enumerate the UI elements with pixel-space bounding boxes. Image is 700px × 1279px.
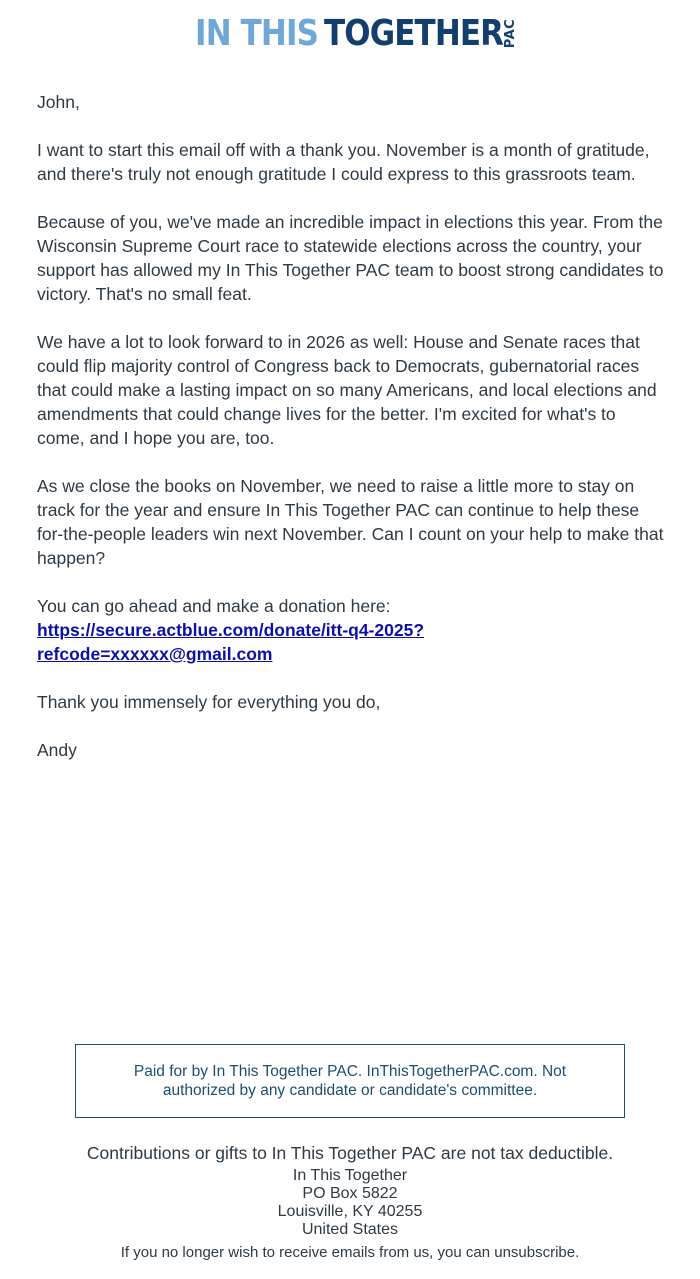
disclaimer-text: Paid for by In This Together PAC. InThisTogetherPAC.com. Not authorized by any candidate or candidate's committee. bbox=[133, 1063, 567, 1099]
donate-paragraph bbox=[37, 594, 667, 666]
logo-text-pac: PAC bbox=[503, 18, 519, 48]
address-line-1: In This Together bbox=[292, 1167, 408, 1184]
paragraph-2: Because of you, we've made an incredible impact in elections this year. From the Wisconsin Supreme Court race to statewide elections across the country, your support has allowed my In This Together PAC team to boost strong candidates to victory. That's no small feat. bbox=[37, 212, 664, 304]
greeting: John, bbox=[37, 92, 80, 112]
paragraph-1: I want to start this email off with a thank you. November is a month of gratitude, and there's truly not enough gratitude I could express to this grassroots team. bbox=[37, 140, 650, 184]
paragraph-4: As we close the books on November, we need to raise a little more to stay on track for the year and ensure In This Together PAC can continue to help these for-the-people leaders win next November. Can I count on your help to make that happen? bbox=[37, 476, 664, 568]
unsubscribe-text[interactable]: If you no longer wish to receive emails from us, you can unsubscribe. bbox=[120, 1244, 580, 1261]
logo bbox=[0, 12, 700, 54]
address-line-3: Louisville, KY 40255 bbox=[277, 1203, 423, 1220]
email-body bbox=[37, 90, 667, 786]
donate-link[interactable] bbox=[37, 620, 424, 664]
logo-text-dark: TOGETHER bbox=[323, 12, 503, 54]
logo-wordmark bbox=[175, 13, 526, 54]
donate-intro: You can go ahead and make a donation here: bbox=[37, 596, 391, 616]
signature: Andy bbox=[37, 740, 77, 760]
footer bbox=[0, 1141, 700, 1263]
address-line-4: United States bbox=[301, 1221, 399, 1238]
address-line-2: PO Box 5822 bbox=[302, 1185, 398, 1202]
paid-for-disclaimer bbox=[75, 1044, 625, 1118]
paragraph-3: We have a lot to look forward to in 2026 as well: House and Senate races that could flip majority control of Congress back to Democrats, gubernatorial races that could make a lasting impact on so many Americans, and local elections and amendments that could change lives for the better. I'm excited for what's to come, and I hope you are, too. bbox=[37, 332, 657, 448]
closing: Thank you immensely for everything you do, bbox=[37, 692, 381, 712]
donate-link-line1[interactable]: https://secure.actblue.com/donate/itt-q4-2025? bbox=[37, 620, 425, 640]
logo-text-light: IN THIS bbox=[194, 12, 318, 54]
tax-note: Contributions or gifts to In This Together PAC are not tax deductible. bbox=[86, 1143, 614, 1163]
donate-link-line2[interactable]: refcode=xxxxxx@gmail.com bbox=[37, 644, 273, 664]
